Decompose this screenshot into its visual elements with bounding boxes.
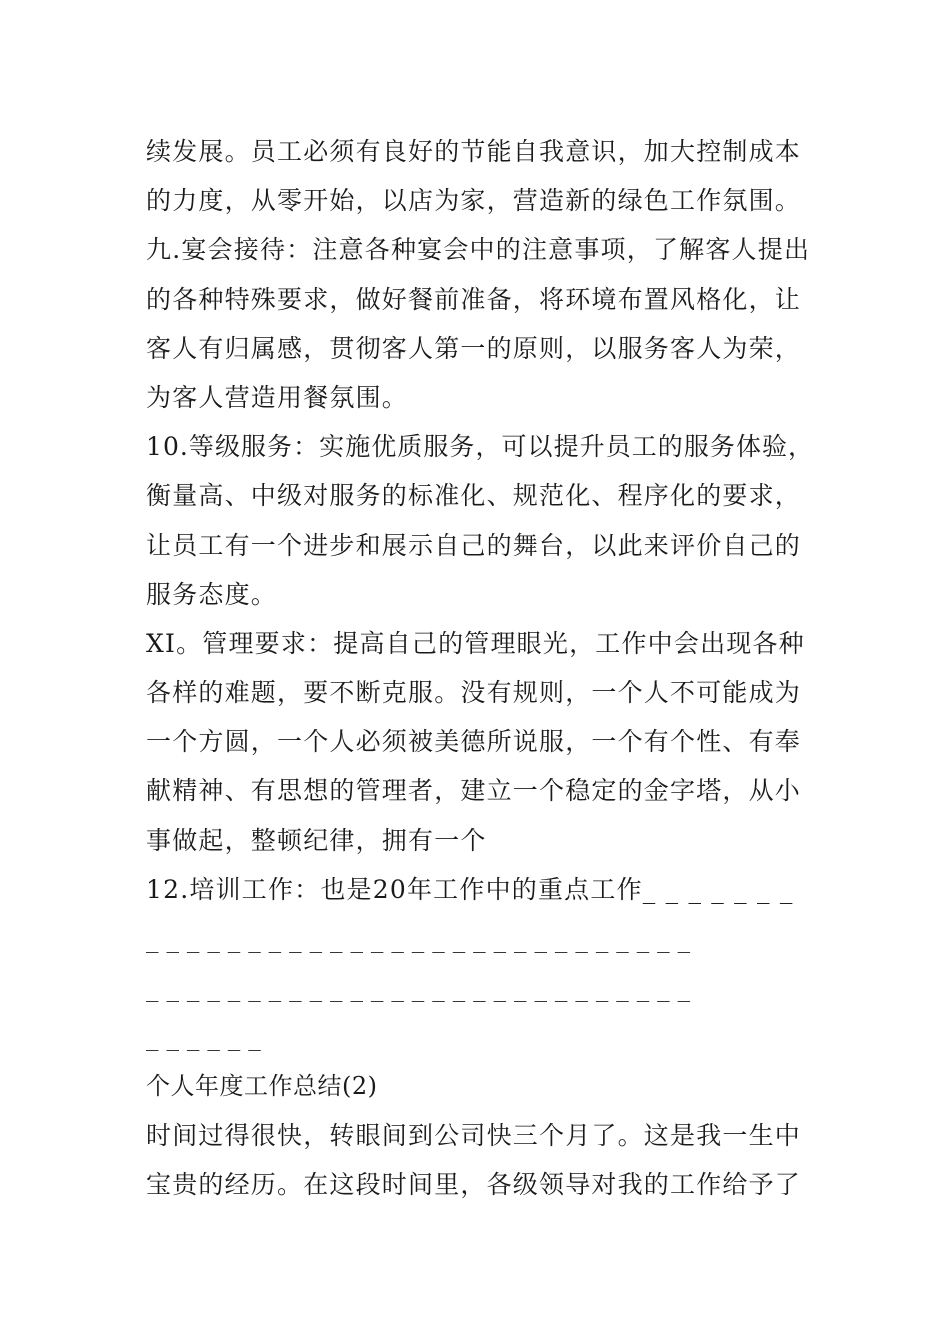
text-line: 九.宴会接待：注意各种宴会中的注意事项，了解客人提出 — [146, 235, 811, 265]
text-line: 的力度，从零开始，以店为家，营造新的绿色工作氛围。 — [146, 186, 802, 216]
text-line: 事做起，整顿纪律，拥有一个 — [146, 825, 487, 855]
underscore-line: _ _ _ _ _ _ — [146, 1022, 261, 1052]
text-line: 续发展。员工必须有良好的节能自我意识，加大控制成本 — [146, 137, 802, 166]
text-line: 10.等级服务：实施优质服务，可以提升员工的服务体验， — [146, 432, 815, 462]
text-line: 衡量高、中级对服务的标准化、规范化、程序化的要求， — [146, 481, 802, 511]
underscore-line: _ _ _ _ _ _ _ _ _ _ _ _ _ _ _ _ _ _ _ _ _ _ _ _ _ _ _ — [146, 973, 691, 1003]
text-line: 宝贵的经历。在这段时间里，各级领导对我的工作给予了 — [146, 1169, 802, 1199]
text-line: 时间过得很快，转眼间到公司快三个月了。这是我一生中 — [146, 1120, 802, 1150]
text-line: 让员工有一个进步和展示自己的舞台，以此来评价自己的 — [146, 530, 802, 560]
text-line: 服务态度。 — [146, 579, 278, 609]
text-line: XI。管理要求：提高自己的管理眼光，工作中会出现各种 — [146, 628, 805, 658]
text-line: 客人有归属感，贯彻客人第一的原则，以服务客人为荣， — [146, 333, 802, 363]
section-title: 个人年度工作总结(2) — [146, 1071, 378, 1100]
text-line: 为客人营造用餐氛围。 — [146, 382, 409, 412]
text-line: 的各种特殊要求，做好餐前准备，将环境布置风格化，让 — [146, 284, 802, 314]
text-line: 各样的难题，要不断克服。没有规则，一个人不可能成为 — [146, 678, 802, 708]
text-line: 12.培训工作：也是20年工作中的重点工作_ _ _ _ _ _ _ — [146, 874, 794, 904]
text-line: 一个方圆，一个人必须被美德所说服，一个有个性、有奉 — [146, 727, 802, 757]
text-line: 献精神、有思想的管理者，建立一个稳定的金字塔，从小 — [146, 776, 802, 806]
underscore-line: _ _ _ _ _ _ _ _ _ _ _ _ _ _ _ _ _ _ _ _ _ _ _ _ _ _ _ — [146, 924, 691, 953]
document-page — [146, 127, 814, 1209]
